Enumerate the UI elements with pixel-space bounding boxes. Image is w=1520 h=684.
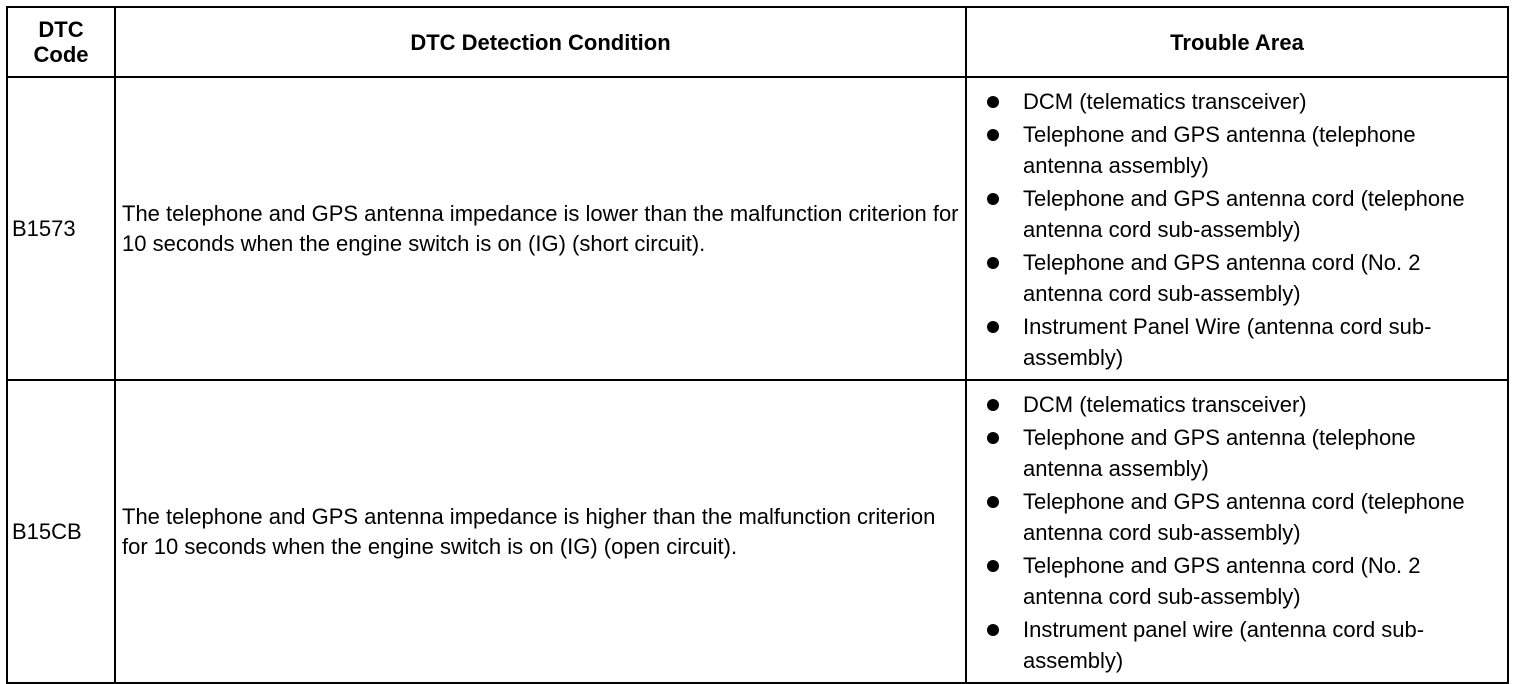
header-row [7, 7, 1508, 77]
list-item [987, 550, 1499, 612]
detection-condition-cell: The telephone and GPS antenna impedance is higher than the malfunction criterion for 10 seconds when the engine switch is on (IG) (open circuit). [115, 380, 966, 683]
list-item [987, 86, 1499, 117]
table-row [7, 380, 1508, 683]
trouble-area-text: Telephone and GPS antenna cord (No. 2 antenna cord sub-assembly) [1023, 250, 1421, 306]
trouble-area-list [967, 78, 1507, 379]
table-row [7, 77, 1508, 380]
trouble-area-text: Instrument panel wire (antenna cord sub-assembly) [1023, 617, 1425, 673]
trouble-area-text: DCM (telematics transceiver) [1023, 89, 1307, 114]
list-item [987, 422, 1499, 484]
bullet-icon [987, 129, 999, 141]
detection-condition-cell: The telephone and GPS antenna impedance is lower than the malfunction criterion for 10 seconds when the engine switch is on (IG) (short circuit). [115, 77, 966, 380]
header-dtc-code: DTC Code [7, 7, 115, 77]
bullet-icon [987, 193, 999, 205]
trouble-area-text: Telephone and GPS antenna (telephone antenna assembly) [1023, 425, 1416, 481]
bullet-icon [987, 321, 999, 333]
trouble-area-text: Telephone and GPS antenna cord (No. 2 antenna cord sub-assembly) [1023, 553, 1421, 609]
trouble-area-text: DCM (telematics transceiver) [1023, 392, 1307, 417]
list-item [987, 247, 1499, 309]
bullet-icon [987, 496, 999, 508]
list-item [987, 486, 1499, 548]
header-trouble-area: Trouble Area [966, 7, 1508, 77]
dtc-table [6, 6, 1509, 684]
list-item [987, 389, 1499, 420]
bullet-icon [987, 432, 999, 444]
dtc-code-cell: B1573 [7, 77, 115, 380]
dtc-code-cell: B15CB [7, 380, 115, 683]
bullet-icon [987, 624, 999, 636]
trouble-area-text: Telephone and GPS antenna cord (telephone antenna cord sub-assembly) [1023, 489, 1465, 545]
list-item [987, 614, 1499, 676]
bullet-icon [987, 399, 999, 411]
trouble-area-text: Telephone and GPS antenna (telephone antenna assembly) [1023, 122, 1416, 178]
list-item [987, 183, 1499, 245]
trouble-area-list [967, 381, 1507, 682]
trouble-area-cell [966, 77, 1508, 380]
trouble-area-text: Telephone and GPS antenna cord (telephone antenna cord sub-assembly) [1023, 186, 1465, 242]
trouble-area-text: Instrument Panel Wire (antenna cord sub-assembly) [1023, 314, 1432, 370]
bullet-icon [987, 257, 999, 269]
list-item [987, 311, 1499, 373]
trouble-area-cell [966, 380, 1508, 683]
header-detection-condition: DTC Detection Condition [115, 7, 966, 77]
bullet-icon [987, 560, 999, 572]
list-item [987, 119, 1499, 181]
bullet-icon [987, 96, 999, 108]
